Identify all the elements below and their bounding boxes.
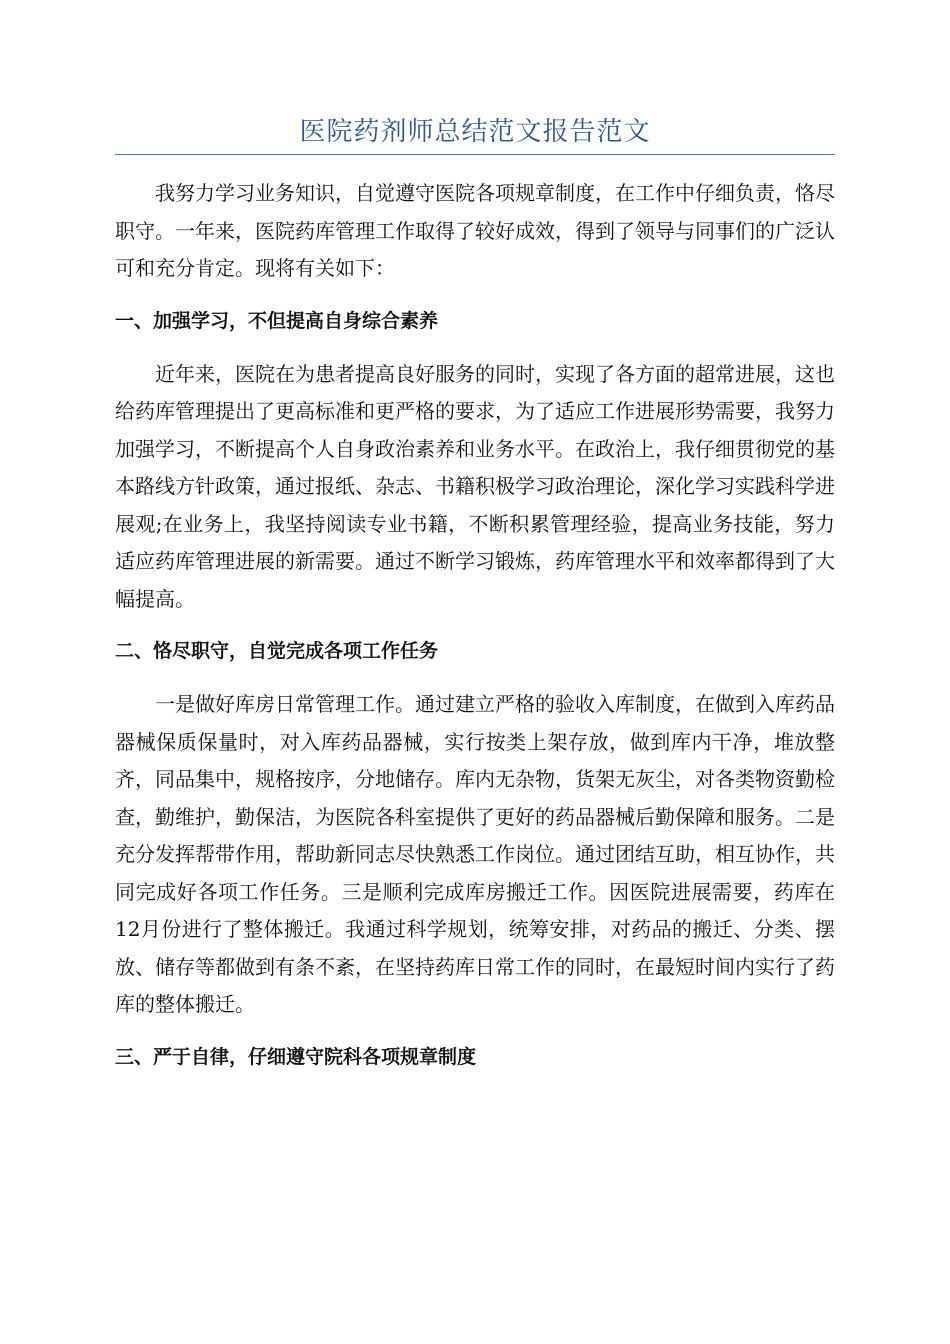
intro-paragraph: 我努力学习业务知识，自觉遵守医院各项规章制度，在工作中仔细负责，恪尽职守。一年来，医院药库管理工作取得了较好成效，得到了领导与同事们的广泛认可和充分肯定。现将有关如下： (115, 181, 835, 280)
section-heading-2: 二、恪尽职守，自觉完成各项工作任务 (115, 640, 439, 662)
section-body-2: 一是做好库房日常管理工作。通过建立严格的验收入库制度，在做到入库药品器械保质保量时，对入库药品器械，实行按类上架存放，做到库内干净，堆放整齐，同品集中，规格按序，分地储存。库内无杂物，货架无灰尘，对各类物资勤检查，勤维护，勤保洁，为医院各科室提供了更好的药品器械后勤保障和服务。二是充分发挥帮带作用，帮助新同志尽快熟悉工作岗位。通过团结互助，相互协作，共同完成好各项工作任务。三是顺利完成库房搬迁工作。因医院进展需要，药库在12月份进行了整体搬迁。我通过科学规划，统筹安排，对药品的搬迁、分类、摆放、储存等都做到有条不紊，在坚持药库日常工作的同时，在最短时间内实行了药库的整体搬迁。 (115, 692, 835, 1016)
section-body-1: 近年来，医院在为患者提高良好服务的同时，实现了各方面的超常进展，这也给药库管理提出了更高标准和更严格的要求，为了适应工作进展形势需要，我努力加强学习，不断提高个人自身政治素养和业务水平。在政治上，我仔细贯彻党的基本路线方针政策，通过报纸、杂志、书籍积极学习政治理论，深化学习实践科学进展观;在业务上，我坚持阅读专业书籍，不断积累管理经验，提高业务技能，努力适应药库管理进展的新需要。通过不断学习锻炼，药库管理水平和效率都得到了大幅提高。 (115, 361, 835, 611)
document-title: 医院药剂师总结范文报告范文 (115, 112, 835, 155)
section-heading-1: 一、加强学习，不但提高自身综合素养 (115, 309, 439, 332)
section-heading-3: 三、严于自律，仔细遵守院科各项规章制度 (115, 1045, 477, 1068)
document-page (115, 112, 835, 1072)
